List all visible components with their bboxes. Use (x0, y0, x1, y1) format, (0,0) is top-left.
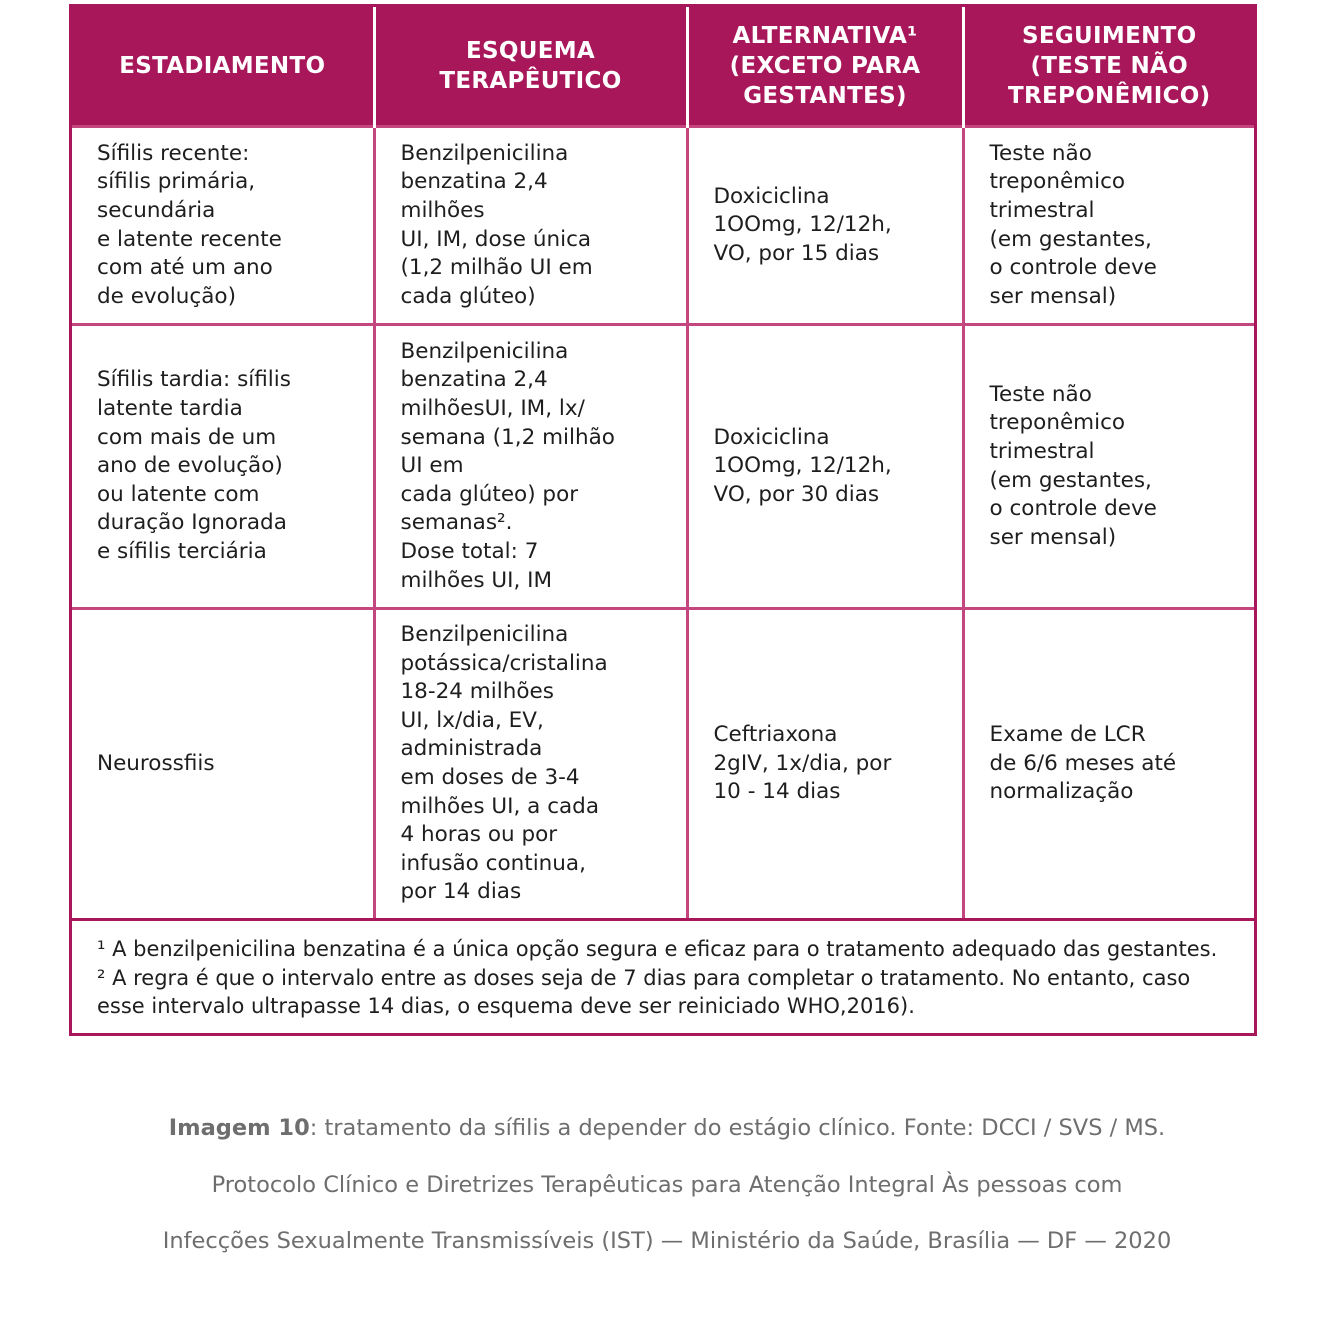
footnote-2: ² A regra é que o intervalo entre as doses seja de 7 dias para completar o tratamento. No entanto, caso esse intervalo ultrapasse 14 dias, o esquema deve ser reiniciado WHO,2016). (97, 965, 1191, 1019)
header-esquema-terapeutico: ESQUEMA TERAPÊUTICO (374, 7, 687, 127)
header-seguimento: SEGUIMENTO (TESTE NÃO TREPONÊMICO) (963, 7, 1254, 127)
treatment-grid (72, 7, 1254, 918)
cell-seguimento: Exame de LCR de 6/6 meses até normalização (963, 609, 1254, 919)
syphilis-treatment-table (69, 4, 1257, 1036)
caption-label: Imagem 10 (168, 1115, 310, 1141)
cell-esquema: Benzilpenicilina benzatina 2,4 milhões UI, IM, dose única (1,2 milhão UI em cada glúteo) (374, 127, 687, 325)
caption-line-3: Infecções Sexualmente Transmissíveis (IST) — Ministério da Saúde, Brasília — DF — 2020 (162, 1228, 1172, 1254)
table-footnotes (72, 918, 1254, 1033)
cell-estadiamento: Sífilis tardia: sífilis latente tardia com mais de um ano de evolução) ou latente com duração Ignorada e sífilis terciária (72, 325, 374, 609)
table-row (72, 127, 1254, 325)
cell-alternativa: Doxiciclina 1OOmg, 12/12h, VO, por 30 dias (687, 325, 963, 609)
cell-esquema: Benzilpenicilina benzatina 2,4 milhõesUI, IM, lx/ semana (1,2 milhão UI em cada glúteo) por semanas². Dose total: 7 milhões UI, IM (374, 325, 687, 609)
cell-esquema: Benzilpenicilina potássica/cristalina 18-24 milhões UI, lx/dia, EV, administrada em doses de 3-4 milhões UI, a cada 4 horas ou por infusão continua, por 14 dias (374, 609, 687, 919)
cell-estadiamento: Neurossfiis (72, 609, 374, 919)
footnote-1: ¹ A benzilpenicilina benzatina é a única opção segura e eficaz para o tratamento adequado das gestantes. (97, 937, 1218, 961)
table-header (72, 7, 1254, 127)
cell-alternativa: Ceftriaxona 2gIV, 1x/dia, por 10 - 14 dias (687, 609, 963, 919)
caption-line-2: Protocolo Clínico e Diretrizes Terapêuticas para Atenção Integral Às pessoas com (211, 1171, 1123, 1198)
figure-caption (0, 1100, 1334, 1270)
header-estadiamento: ESTADIAMENTO (72, 7, 374, 127)
table-body (72, 127, 1254, 919)
table-row (72, 325, 1254, 609)
table-row (72, 609, 1254, 919)
cell-seguimento: Teste não treponêmico trimestral (em gestantes, o controle deve ser mensal) (963, 325, 1254, 609)
caption-line-1 (0, 1100, 1334, 1157)
cell-seguimento: Teste não treponêmico trimestral (em gestantes, o controle deve ser mensal) (963, 127, 1254, 325)
header-row (72, 7, 1254, 127)
cell-alternativa: Doxiciclina 1OOmg, 12/12h, VO, por 15 dias (687, 127, 963, 325)
caption-text-1: : tratamento da sífilis a depender do estágio clínico. Fonte: DCCI / SVS / MS. (309, 1115, 1166, 1141)
header-alternativa: ALTERNATIVA¹ (EXCETO PARA GESTANTES) (687, 7, 963, 127)
cell-estadiamento: Sífilis recente: sífilis primária, secundária e latente recente com até um ano de evolução) (72, 127, 374, 325)
